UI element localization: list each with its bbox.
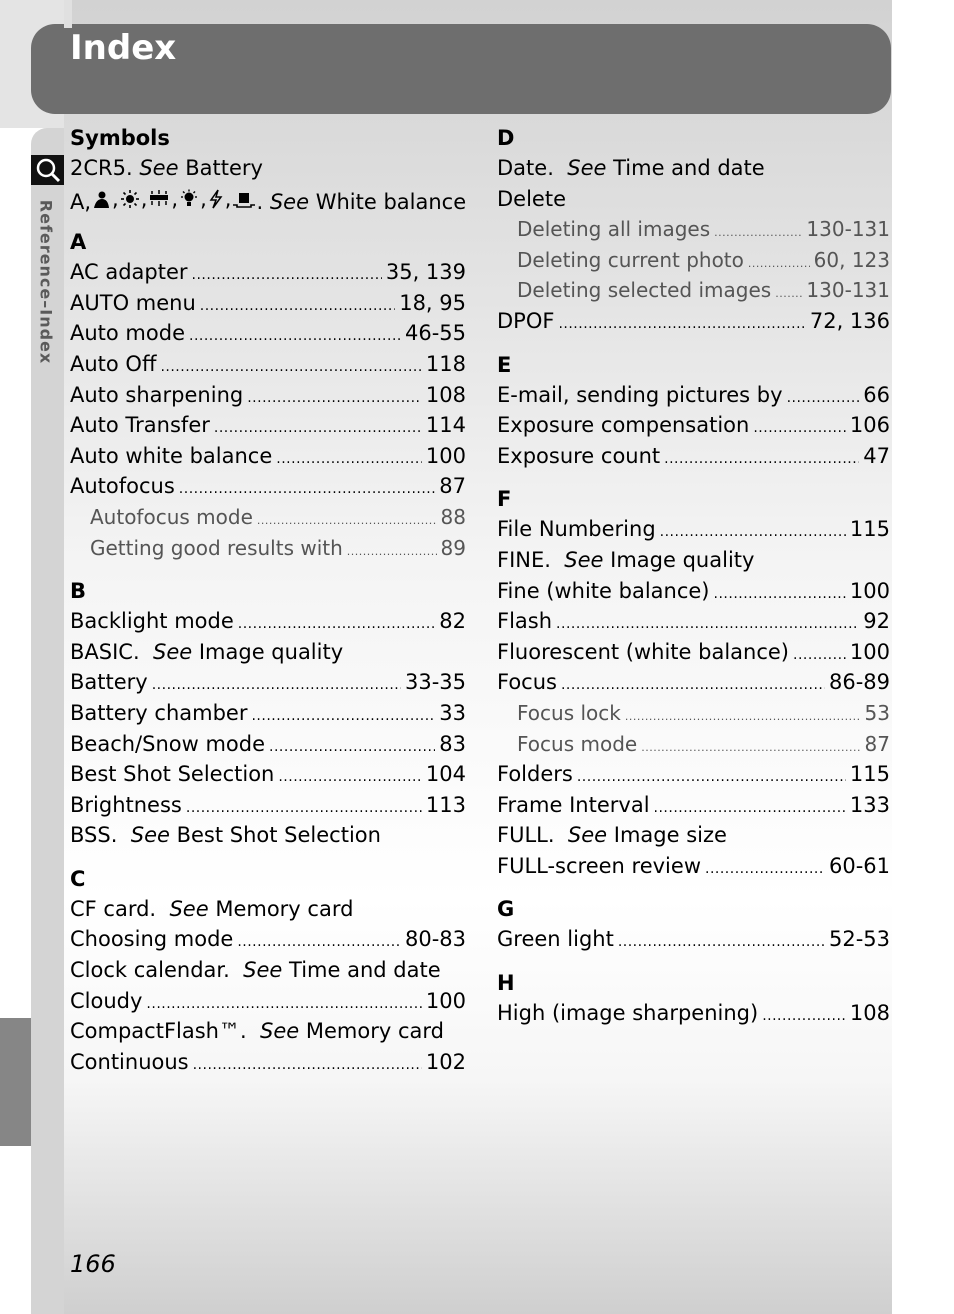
index-entry xyxy=(70,790,466,821)
dot-leader xyxy=(654,793,846,824)
entry-text: Autofocus mode xyxy=(90,504,253,529)
entry-pages: 53 xyxy=(864,700,890,725)
entry-pages: 80-83 xyxy=(404,927,466,952)
dot-leader xyxy=(179,474,435,505)
entry-text: Date. xyxy=(497,156,554,180)
entry-pages: 60, 123 xyxy=(813,247,890,272)
entry-pages: 130-131 xyxy=(806,278,890,303)
index-entry xyxy=(70,698,466,729)
entry-text: FINE. xyxy=(497,547,551,572)
section-heading-a: A xyxy=(70,230,87,255)
entry-text: File Numbering xyxy=(497,517,656,542)
index-entry-2cr5 xyxy=(70,153,466,184)
entry-pages: 83 xyxy=(439,731,466,756)
dot-leader xyxy=(705,854,825,885)
entry-pages: 87 xyxy=(864,731,890,756)
section-heading-e: E xyxy=(497,352,512,377)
see-label: See xyxy=(260,1019,300,1044)
index-entry xyxy=(497,576,890,607)
section-heading-symbols: Symbols xyxy=(70,126,170,150)
see-label: See xyxy=(567,823,608,848)
white-balance-icons: , , , , , xyxy=(91,184,256,215)
index-entry xyxy=(497,759,890,790)
dot-leader xyxy=(753,413,846,444)
index-entry xyxy=(497,306,890,337)
entry-text: Battery chamber xyxy=(70,700,248,725)
entry-pages: 87 xyxy=(439,474,466,499)
dot-leader xyxy=(787,383,860,414)
section-heading-g: G xyxy=(497,897,515,922)
entry-text: FULL-screen review xyxy=(497,853,701,878)
entry-text: Exposure compensation xyxy=(497,413,750,438)
entry-text: DPOF xyxy=(497,308,555,333)
entry-text: Frame Interval xyxy=(497,792,650,817)
index-entry xyxy=(497,667,890,698)
entry-text: Battery xyxy=(70,670,148,695)
index-entry xyxy=(497,380,890,411)
entry-pages: 33-35 xyxy=(404,670,466,695)
section-heading-b: B xyxy=(70,579,87,604)
entry-text: FULL. xyxy=(497,823,555,848)
entry-term: A, xyxy=(70,189,92,214)
entry-pages: 106 xyxy=(849,413,890,438)
index-entry-see xyxy=(70,1016,466,1047)
dot-leader xyxy=(347,537,437,568)
index-entry xyxy=(497,441,890,472)
index-entry xyxy=(497,790,890,821)
entry-pages: 82 xyxy=(439,609,466,634)
see-label: See xyxy=(139,156,179,180)
section-tab-marker xyxy=(0,1018,31,1146)
dot-leader xyxy=(193,1050,422,1081)
entry-text: Focus xyxy=(497,670,557,695)
dot-leader xyxy=(160,352,421,383)
index-entry xyxy=(70,1047,466,1078)
see-target: Image size xyxy=(613,823,727,848)
entry-text: E-mail, sending pictures by xyxy=(497,382,783,407)
see-target: Best Shot Selection xyxy=(176,823,381,848)
dot-leader xyxy=(625,702,861,733)
entry-text: AUTO menu xyxy=(70,290,196,315)
dot-leader xyxy=(152,670,401,701)
entry-pages: 130-131 xyxy=(806,217,890,242)
entry-text: Delete xyxy=(497,186,566,211)
entry-pages: 100 xyxy=(849,578,890,603)
entry-pages: 88 xyxy=(440,504,466,529)
entry-pages: 66 xyxy=(863,382,890,407)
index-entry xyxy=(70,441,466,472)
dot-leader xyxy=(641,733,860,764)
dot-leader xyxy=(192,260,382,291)
entry-text: Auto sharpening xyxy=(70,382,244,407)
index-entry-see xyxy=(497,153,890,184)
index-entry-white-balance-symbols: A, , , , , , . See White balance xyxy=(70,184,466,215)
see-label: See xyxy=(169,896,209,921)
dot-leader xyxy=(269,732,435,763)
see-target: Memory card xyxy=(215,896,354,921)
see-label: See xyxy=(564,547,604,572)
index-subentry xyxy=(497,214,890,245)
page-number: 166 xyxy=(70,1250,116,1278)
dot-leader xyxy=(278,762,422,793)
entry-text: Fine (white balance) xyxy=(497,578,710,603)
section-heading-h: H xyxy=(497,971,515,996)
entry-pages: 46-55 xyxy=(404,321,466,346)
see-target: Battery xyxy=(185,156,263,180)
dot-leader xyxy=(237,927,401,958)
entry-text: Exposure count xyxy=(497,443,661,468)
dot-leader xyxy=(238,609,436,640)
index-subentry xyxy=(497,245,890,276)
see-target: Image quality xyxy=(198,639,344,664)
page-title: Index xyxy=(70,28,177,68)
entry-text: Continuous xyxy=(70,1049,189,1074)
entry-pages: 115 xyxy=(849,517,890,542)
dot-leader xyxy=(214,413,422,444)
dot-leader xyxy=(186,793,422,824)
entry-text: Cloudy xyxy=(70,988,143,1013)
index-entry xyxy=(70,349,466,380)
index-subentry xyxy=(70,533,466,564)
index-entry-see xyxy=(70,820,466,851)
entry-text: Folders xyxy=(497,762,573,787)
entry-text: Autofocus xyxy=(70,474,175,499)
see-label: See xyxy=(567,156,607,180)
incandescent-icon xyxy=(179,189,199,209)
index-entry xyxy=(497,851,890,882)
dot-leader xyxy=(660,517,846,548)
entry-text: Deleting current photo xyxy=(517,247,744,272)
entry-text: Focus lock xyxy=(517,700,621,725)
index-entry xyxy=(497,998,890,1029)
see-target: Time and date xyxy=(289,958,441,983)
entry-text: Getting good results with xyxy=(90,535,343,560)
entry-text: CF card. xyxy=(70,896,157,921)
see-label: See xyxy=(130,823,170,848)
entry-text: Brightness xyxy=(70,792,182,817)
entry-text: Beach/Snow mode xyxy=(70,731,266,756)
index-entry xyxy=(70,288,466,319)
index-entry-see xyxy=(497,545,890,576)
dot-leader xyxy=(276,444,422,475)
index-subentry xyxy=(70,502,466,533)
entry-pages: 115 xyxy=(849,762,890,787)
entry-text: AC adapter xyxy=(70,260,188,285)
index-column-left xyxy=(70,123,466,1077)
index-entry xyxy=(497,606,890,637)
entry-pages: 86-89 xyxy=(828,670,890,695)
fluorescent-icon xyxy=(148,189,170,209)
entry-text: Backlight mode xyxy=(70,609,234,634)
index-entry xyxy=(70,606,466,637)
index-entry-see xyxy=(70,955,466,986)
entry-text: Best Shot Selection xyxy=(70,762,275,787)
entry-text: Deleting all images xyxy=(517,217,711,242)
entry-text: Clock calendar. xyxy=(70,958,230,983)
dot-leader xyxy=(146,989,421,1020)
entry-pages: 60-61 xyxy=(828,853,890,878)
see-target: Memory card xyxy=(305,1019,444,1044)
entry-pages: 92 xyxy=(863,609,890,634)
entry-pages: 133 xyxy=(849,792,890,817)
entry-text: Auto Transfer xyxy=(70,413,210,438)
preset-white-balance-icon xyxy=(232,189,256,209)
dot-leader xyxy=(189,321,401,352)
see-label: See xyxy=(243,958,283,983)
entry-text: Flash xyxy=(497,609,553,634)
dot-leader xyxy=(556,609,859,640)
entry-pages: 108 xyxy=(849,1001,890,1026)
index-entry xyxy=(70,471,466,502)
entry-term: 2CR5. xyxy=(70,156,133,180)
entry-pages: 100 xyxy=(849,639,890,664)
index-entry xyxy=(70,410,466,441)
entry-pages: 113 xyxy=(425,792,466,817)
index-subentry xyxy=(497,729,890,760)
see-label: See xyxy=(269,189,310,214)
entry-text: Auto mode xyxy=(70,321,185,346)
entry-text: Choosing mode xyxy=(70,927,234,952)
section-heading-d: D xyxy=(497,126,515,150)
entry-pages: 18, 95 xyxy=(399,290,466,315)
entry-text: Fluorescent (white balance) xyxy=(497,639,790,664)
dot-leader xyxy=(618,927,825,958)
dot-leader xyxy=(247,383,422,414)
see-target: Time and date xyxy=(613,156,765,180)
index-entry xyxy=(70,924,466,955)
section-heading-c: C xyxy=(70,866,86,891)
magnifier-icon xyxy=(31,155,64,185)
index-column-right xyxy=(497,123,890,1029)
dot-leader xyxy=(775,279,802,310)
index-entry xyxy=(497,410,890,441)
entry-text: BSS. xyxy=(70,823,118,848)
entry-text: Auto white balance xyxy=(70,443,273,468)
index-entry xyxy=(497,637,890,668)
see-target: White balance xyxy=(315,189,467,214)
entry-text: High (image sharpening) xyxy=(497,1001,759,1026)
index-entry xyxy=(70,729,466,760)
entry-text: CompactFlash™. xyxy=(70,1019,247,1044)
dot-leader xyxy=(561,670,825,701)
index-entry xyxy=(70,257,466,288)
dot-leader xyxy=(793,640,846,671)
dot-leader xyxy=(762,1001,846,1032)
entry-pages: 35, 139 xyxy=(385,260,466,285)
entry-pages: 102 xyxy=(425,1049,466,1074)
entry-pages: 100 xyxy=(425,988,466,1013)
index-entry xyxy=(70,759,466,790)
entry-pages: 100 xyxy=(425,443,466,468)
entry-text: Green light xyxy=(497,927,614,952)
entry-pages: 108 xyxy=(425,382,466,407)
entry-text: Focus mode xyxy=(517,731,638,756)
entry-pages: 104 xyxy=(425,762,466,787)
index-entry-see xyxy=(70,894,466,925)
entry-pages: 114 xyxy=(425,413,466,438)
index-subentry xyxy=(497,698,890,729)
entry-pages: 89 xyxy=(440,535,466,560)
dot-leader xyxy=(200,291,395,322)
flash-icon xyxy=(208,189,224,209)
see-target: Image quality xyxy=(610,547,755,572)
cloudy-person-icon xyxy=(91,189,111,209)
index-entry xyxy=(70,986,466,1017)
dot-leader xyxy=(558,309,805,340)
dot-leader xyxy=(251,701,435,732)
dot-leader xyxy=(664,444,859,475)
see-label: See xyxy=(153,639,193,664)
section-heading-f: F xyxy=(497,487,512,512)
dot-leader xyxy=(577,762,846,793)
entry-pages: 47 xyxy=(863,443,890,468)
entry-pages: 72, 136 xyxy=(809,308,890,333)
index-entry xyxy=(70,667,466,698)
entry-text: BASIC. xyxy=(70,639,140,664)
section-side-label: Reference–Index xyxy=(36,199,56,365)
index-entry-see xyxy=(497,820,890,851)
index-entry-see xyxy=(70,637,466,668)
index-subentry xyxy=(497,275,890,306)
sun-icon xyxy=(120,189,140,209)
index-entry xyxy=(497,924,890,955)
index-entry xyxy=(497,514,890,545)
entry-text: Auto Off xyxy=(70,351,157,376)
entry-pages: 118 xyxy=(425,351,466,376)
entry-pages: 33 xyxy=(439,700,466,725)
index-entry xyxy=(497,184,890,215)
dot-leader xyxy=(714,579,846,610)
entry-pages: 52-53 xyxy=(828,927,890,952)
index-entry xyxy=(70,380,466,411)
index-entry xyxy=(70,318,466,349)
banner-notch xyxy=(64,0,72,28)
entry-text: Deleting selected images xyxy=(517,278,772,303)
